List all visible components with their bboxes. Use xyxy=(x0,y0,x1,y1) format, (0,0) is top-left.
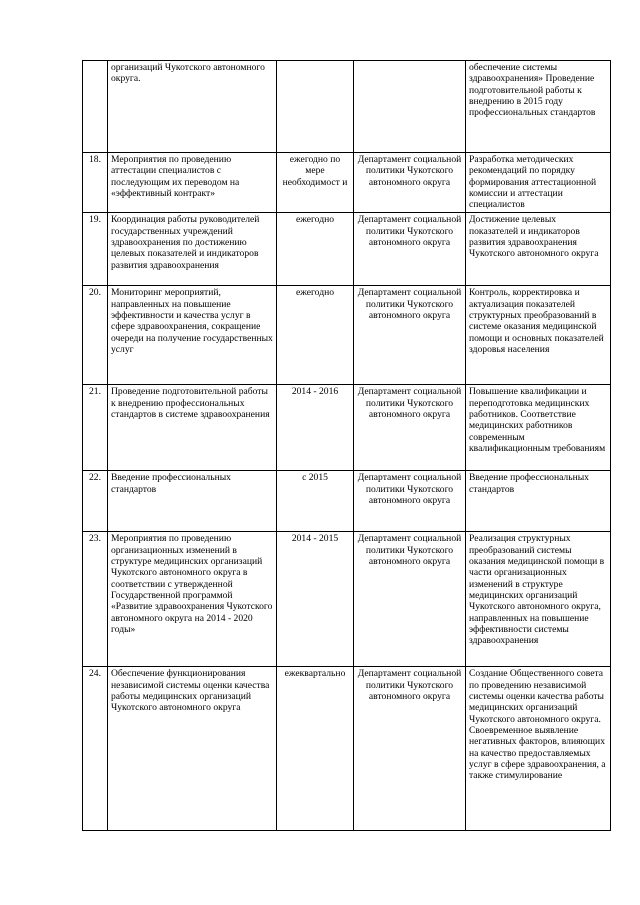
result-cell: Достижение целевых показателей и индикаторов развития здравоохранения Чукотского автономного округа xyxy=(466,213,611,286)
responsible-cell: Департамент социальной политики Чукотского автономного округа xyxy=(354,532,466,667)
term-cell: 2014 - 2015 xyxy=(277,532,354,667)
term-cell: ежегодно xyxy=(277,286,354,385)
term-cell: ежегодно xyxy=(277,213,354,286)
row-number xyxy=(83,61,108,153)
event-cell: Мониторинг мероприятий, направленных на повышение эффективности и качества услуг в сфере здравоохранения, сокращение очереди на получение государственных услуг xyxy=(108,286,277,385)
result-cell: Реализация структурных преобразований системы оказания медицинской помощи в части организационных изменений в структуре медицинских организаций Чукотского автономного округа, направленных на повышение эффективности системы здравоохранения xyxy=(466,532,611,667)
term-cell: 2014 - 2016 xyxy=(277,385,354,471)
row-number: 22. xyxy=(83,471,108,532)
row-number: 19. xyxy=(83,213,108,286)
term-cell xyxy=(277,61,354,153)
term-cell: с 2015 xyxy=(277,471,354,532)
responsible-cell xyxy=(354,61,466,153)
row-number: 24. xyxy=(83,667,108,831)
row-number: 20. xyxy=(83,286,108,385)
result-cell: Создание Общественного совета по проведению независимой системы оценки качества работы медицинских организаций Чукотского автономного округа. Своевременное выявление негативных факторов, влияющих на качество предоставляемых услуг в сфере здравоохранения, а также стимулирование xyxy=(466,667,611,831)
result-cell: обеспечение системы здравоохранения» Проведение подготовительной работы к внедрению в 2015 году профессиональных стандартов xyxy=(466,61,611,153)
result-cell: Контроль, корректировка и актуализация показателей структурных преобразований в системе оказания медицинской помощи и основных показателей здоровья населения xyxy=(466,286,611,385)
responsible-cell: Департамент социальной политики Чукотского автономного округа xyxy=(354,471,466,532)
term-cell: ежеквартально xyxy=(277,667,354,831)
responsible-cell: Департамент социальной политики Чукотского автономного округа xyxy=(354,667,466,831)
responsible-cell: Департамент социальной политики Чукотского автономного округа xyxy=(354,286,466,385)
table-row xyxy=(83,153,611,213)
event-cell: Координация работы руководителей государственных учреждений здравоохранения по достижению целевых показателей и индикаторов развития здравоохранения xyxy=(108,213,277,286)
row-number: 21. xyxy=(83,385,108,471)
table-row xyxy=(83,667,611,831)
row-number: 23. xyxy=(83,532,108,667)
table-row xyxy=(83,385,611,471)
responsible-cell: Департамент социальной политики Чукотского автономного округа xyxy=(354,153,466,213)
table-row xyxy=(83,213,611,286)
table-row xyxy=(83,286,611,385)
responsible-cell: Департамент социальной политики Чукотского автономного округа xyxy=(354,213,466,286)
event-cell: Мероприятия по проведению организационных изменений в структуре медицинских организаций Чукотского автономного округа в соответствии с утвержденной Государственной программой «Развитие здравоохранения Чукотского автономного округа на 2014 - 2020 годы» xyxy=(108,532,277,667)
term-cell: ежегодно по мере необходимост и xyxy=(277,153,354,213)
result-cell: Разработка методических рекомендаций по порядку формирования аттестационной комиссии и аттестации специалистов xyxy=(466,153,611,213)
table-row xyxy=(83,471,611,532)
row-number: 18. xyxy=(83,153,108,213)
event-cell: Проведение подготовительной работы к внедрению профессиональных стандартов в системе здравоохранения xyxy=(108,385,277,471)
result-cell: Повышение квалификации и переподготовка медицинских работников. Соответствие медицинских работников современным квалификационным требованиям xyxy=(466,385,611,471)
table-row xyxy=(83,532,611,667)
event-cell: Мероприятия по проведению аттестации специалистов с последующим их переводом на «эффективный контракт» xyxy=(108,153,277,213)
event-cell: организаций Чукотского автономного округа. xyxy=(108,61,277,153)
responsible-cell: Департамент социальной политики Чукотского автономного округа xyxy=(354,385,466,471)
table-row xyxy=(83,61,611,153)
result-cell: Введение профессиональных стандартов xyxy=(466,471,611,532)
event-cell: Введение профессиональных стандартов xyxy=(108,471,277,532)
event-cell: Обеспечение функционирования независимой системы оценки качества работы медицинских организаций Чукотского автономного округа xyxy=(108,667,277,831)
plan-table xyxy=(82,60,611,831)
